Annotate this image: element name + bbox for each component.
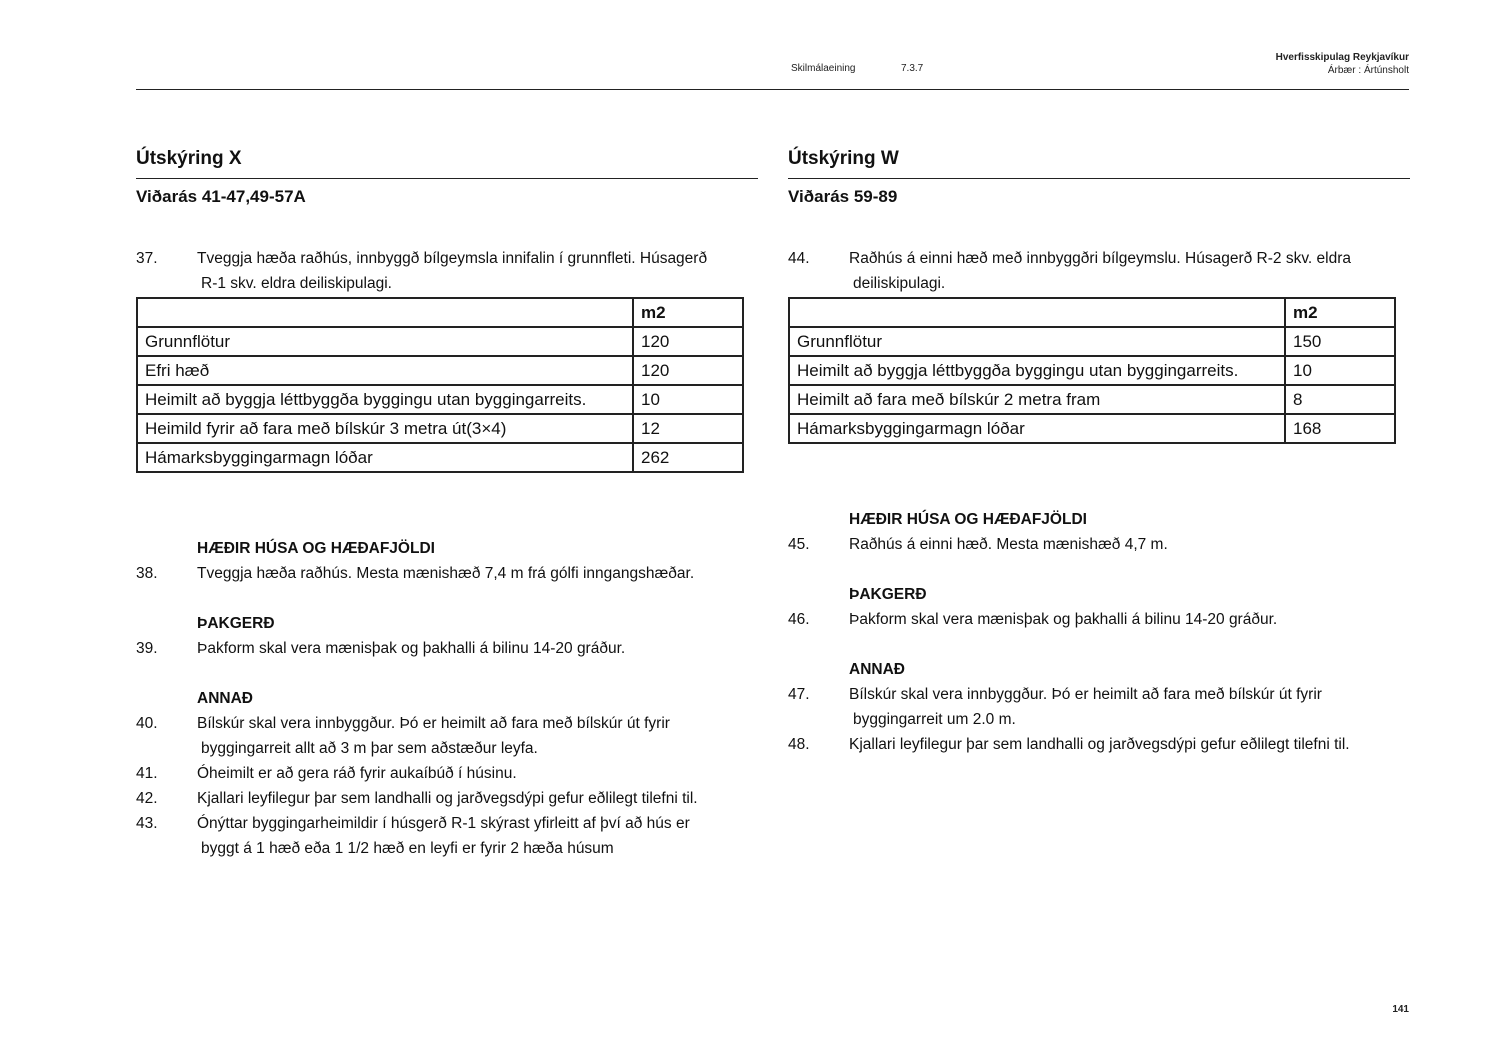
item-number: 40. — [136, 715, 158, 732]
item-44 — [788, 246, 1410, 296]
item-text: Raðhús á einni hæð. Mesta mænishæð 4,7 m. — [849, 536, 1168, 553]
table-cell: Hámarksbyggingarmagn lóðar — [137, 443, 633, 472]
header-doc-info — [1276, 51, 1409, 77]
other-section-title: ANNAÐ — [197, 690, 253, 707]
item-46 — [788, 607, 1410, 632]
table-header-cell — [137, 298, 633, 327]
item-number: 39. — [136, 640, 158, 657]
item-text — [849, 246, 1394, 296]
item-43 — [136, 811, 758, 861]
table-cell: Heimilt að fara með bílskúr 2 metra fram — [789, 385, 1285, 414]
table-row — [789, 327, 1395, 356]
item-line: Bílskúr skal vera innbyggður. Þó er heimilt að fara með bílskúr út fyrir — [197, 715, 670, 732]
heights-section-title: HÆÐIR HÚSA OG HÆÐAFJÖLDI — [197, 540, 435, 557]
item-41 — [136, 761, 758, 786]
item-38 — [136, 561, 758, 586]
right-subheading: Viðarás 59-89 — [788, 187, 898, 206]
right-column — [788, 146, 1410, 757]
section-label: Skilmálaeining — [791, 63, 856, 74]
item-text — [197, 246, 742, 296]
item-text: Kjallari leyfilegur þar sem landhalli og jarðvegsdýpi gefur eðlilegt tilefni til. — [849, 736, 1350, 753]
item-text — [849, 682, 1394, 732]
page-number: 141 — [1392, 1004, 1409, 1015]
left-subheading: Viðarás 41-47,49-57A — [136, 187, 306, 206]
table-cell: Hámarksbyggingarmagn lóðar — [789, 414, 1285, 443]
item-line: Raðhús á einni hæð með innbyggðri bílgeymslu. Húsagerð R-2 skv. eldra — [849, 250, 1352, 267]
item-text: Þakform skal vera mænisþak og þakhalli á bilinu 14-20 gráður. — [197, 640, 626, 657]
table-cell: 120 — [633, 356, 743, 385]
item-48 — [788, 732, 1410, 757]
table-cell: Grunnflötur — [789, 327, 1285, 356]
item-number: 46. — [788, 611, 810, 628]
heights-section-title: HÆÐIR HÚSA OG HÆÐAFJÖLDI — [849, 511, 1087, 528]
table-cell: Heimilt að byggja léttbyggða byggingu utan byggingarreits. — [137, 385, 633, 414]
table-row — [137, 356, 743, 385]
table-cell: Grunnflötur — [137, 327, 633, 356]
item-text — [197, 811, 742, 861]
right-heading: Útskýring W — [788, 146, 1410, 179]
item-number: 45. — [788, 536, 810, 553]
item-number: 43. — [136, 815, 158, 832]
table-cell: 10 — [1285, 356, 1395, 385]
item-text: Þakform skal vera mænisþak og þakhalli á bilinu 14-20 gráður. — [849, 611, 1278, 628]
left-heading: Útskýring X — [136, 146, 758, 179]
item-line: R-1 skv. eldra deiliskipulagi. — [201, 275, 392, 292]
header-section-info — [791, 63, 923, 74]
table-cell: 8 — [1285, 385, 1395, 414]
table-cell: 10 — [633, 385, 743, 414]
table-row — [789, 385, 1395, 414]
item-line: deiliskipulagi. — [853, 275, 946, 292]
table-header-row — [137, 298, 743, 327]
roof-section-title: ÞAKGERÐ — [849, 586, 927, 603]
table-cell: 120 — [633, 327, 743, 356]
table-row — [137, 385, 743, 414]
table-header-row — [789, 298, 1395, 327]
item-line: byggt á 1 hæð eða 1 1/2 hæð en leyfi er fyrir 2 hæða húsum — [201, 840, 614, 857]
item-line: Tveggja hæða raðhús, innbyggð bílgeymsla innifalin í grunnfleti. Húsagerð — [197, 250, 708, 267]
table-cell: 12 — [633, 414, 743, 443]
table-header-cell — [789, 298, 1285, 327]
header-divider — [136, 89, 1409, 90]
table-row — [137, 443, 743, 472]
item-number: 38. — [136, 565, 158, 582]
item-number: 42. — [136, 790, 158, 807]
doc-subtitle: Árbær : Ártúnsholt — [1327, 65, 1409, 76]
table-row — [789, 356, 1395, 385]
table-cell: 262 — [633, 443, 743, 472]
item-37 — [136, 246, 758, 296]
item-47 — [788, 682, 1410, 732]
item-text: Tveggja hæða raðhús. Mesta mænishæð 7,4 m frá gólfi inngangshæðar. — [197, 565, 695, 582]
roof-section-title: ÞAKGERÐ — [197, 615, 275, 632]
item-line: Bílskúr skal vera innbyggður. Þó er heimilt að fara með bílskúr út fyrir — [849, 686, 1322, 703]
left-area-table — [136, 297, 744, 473]
item-number: 48. — [788, 736, 810, 753]
left-column — [136, 146, 758, 861]
table-header-cell: m2 — [1285, 298, 1395, 327]
item-text — [197, 711, 742, 761]
item-line: byggingarreit allt að 3 m þar sem aðstæður leyfa. — [201, 740, 538, 757]
item-39 — [136, 636, 758, 661]
doc-title: Hverfisskipulag Reykjavíkur — [1275, 52, 1409, 63]
item-number: 44. — [788, 250, 810, 267]
table-row — [789, 414, 1395, 443]
table-row — [137, 327, 743, 356]
item-42 — [136, 786, 758, 811]
item-45 — [788, 532, 1410, 557]
item-line: byggingarreit um 2.0 m. — [853, 711, 1016, 728]
right-area-table — [788, 297, 1396, 444]
table-row — [137, 414, 743, 443]
table-cell: Heimilt að byggja léttbyggða byggingu utan byggingarreits. — [789, 356, 1285, 385]
item-40 — [136, 711, 758, 761]
item-number: 47. — [788, 686, 810, 703]
item-line: Ónýttar byggingarheimildir í húsgerð R-1 skýrast yfirleitt af því að hús er — [197, 815, 690, 832]
item-text: Óheimilt er að gera ráð fyrir aukaíbúð í húsinu. — [197, 765, 517, 782]
other-section-title: ANNAÐ — [849, 661, 905, 678]
item-number: 37. — [136, 250, 158, 267]
item-text: Kjallari leyfilegur þar sem landhalli og jarðvegsdýpi gefur eðlilegt tilefni til. — [197, 790, 698, 807]
section-number: 7.3.7 — [901, 63, 924, 74]
item-number: 41. — [136, 765, 158, 782]
table-cell: 150 — [1285, 327, 1395, 356]
table-header-cell: m2 — [633, 298, 743, 327]
table-cell: 168 — [1285, 414, 1395, 443]
table-cell: Heimild fyrir að fara með bílskúr 3 metra út(3×4) — [137, 414, 633, 443]
table-cell: Efri hæð — [137, 356, 633, 385]
